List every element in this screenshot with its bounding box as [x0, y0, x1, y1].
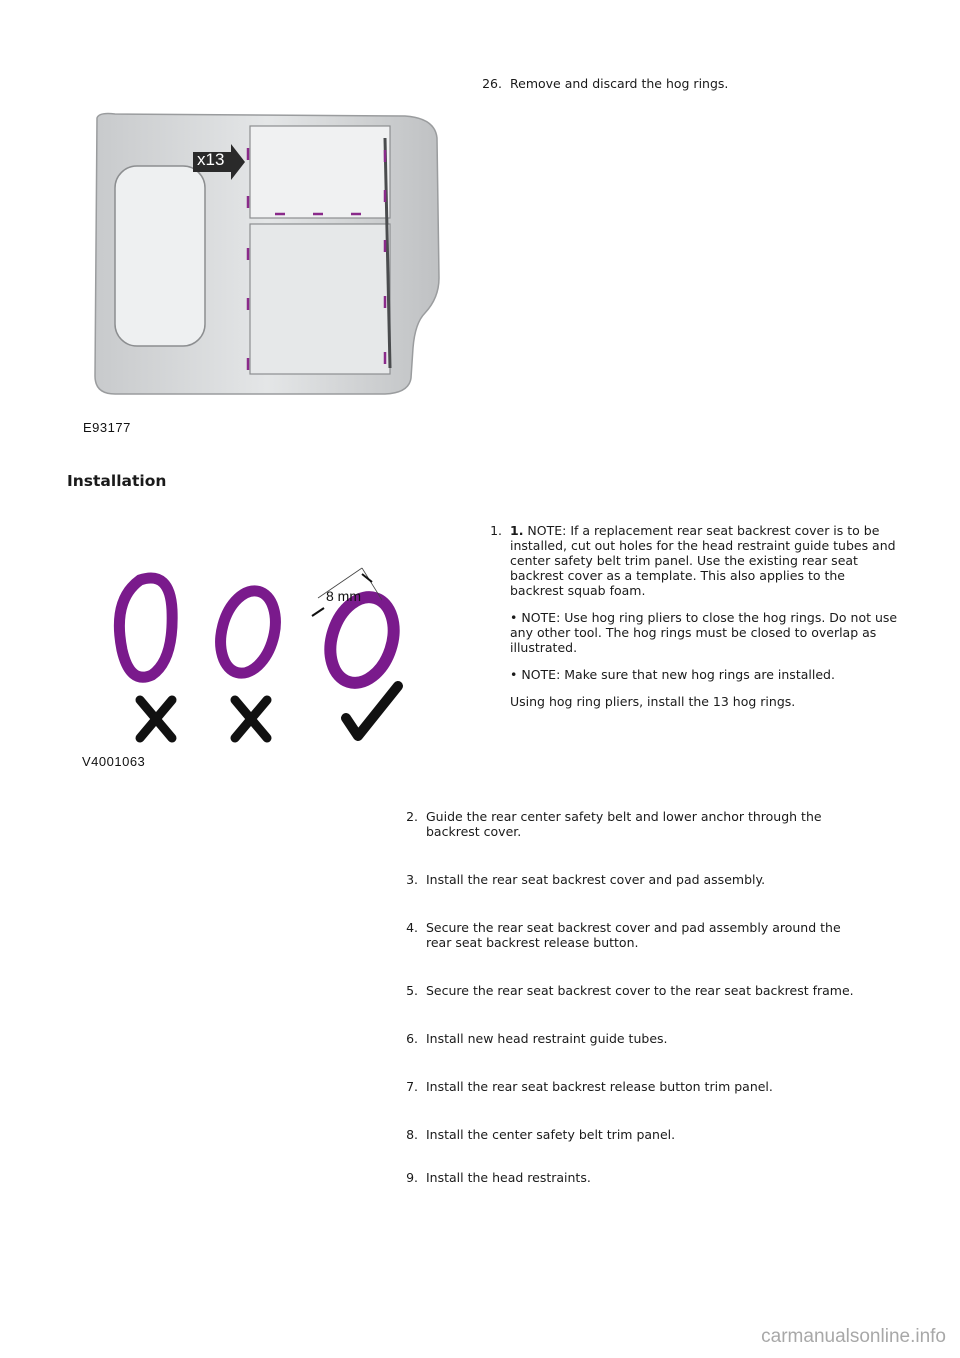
step-text: Secure the rear seat backrest cover and pad assembly around the rear seat backrest release button. — [426, 920, 841, 950]
step-number: 1. — [490, 523, 502, 538]
step-text: Install the head restraints. — [426, 1170, 591, 1185]
seat-backrest-illustration — [85, 108, 455, 398]
hog-ring-figure — [100, 560, 420, 750]
step-text: Install new head restraint guide tubes. — [426, 1031, 668, 1046]
step-number: 9. — [406, 1170, 418, 1185]
step-text: Install the center safety belt trim panel. — [426, 1127, 676, 1142]
figure-label: E93177 — [83, 420, 131, 435]
step-number: 4. — [406, 920, 418, 935]
figure-label: V4001063 — [82, 754, 146, 769]
step-text: Secure the rear seat backrest cover to the rear seat backrest frame. — [426, 983, 854, 998]
step-bold-prefix: 1. — [510, 523, 524, 538]
callout-count: x13 — [197, 150, 225, 169]
step-number: 7. — [406, 1079, 418, 1094]
step-number: 5. — [406, 983, 418, 998]
step-text: Remove and discard the hog rings. — [510, 76, 729, 91]
step-note: • NOTE: Make sure that new hog rings are installed. — [510, 667, 835, 682]
section-heading: Installation — [67, 472, 167, 490]
step-text: Guide the rear center safety belt and lower anchor through the backrest cover. — [426, 809, 822, 839]
step-number: 2. — [406, 809, 418, 824]
step-number: 3. — [406, 872, 418, 887]
step-note: • NOTE: Use hog ring pliers to close the hog rings. Do not use any other tool. The hog rings must be closed to overlap as illustrated. — [510, 610, 898, 655]
dimension-label: 8 mm — [326, 588, 361, 604]
watermark: carmanualsonline.info — [761, 1326, 946, 1347]
step-number: 26. — [482, 76, 502, 91]
step-action: Using hog ring pliers, install the 13 hog rings. — [510, 694, 796, 709]
step-text: Install the rear seat backrest release button trim panel. — [426, 1079, 773, 1094]
hog-ring-illustration — [100, 560, 420, 750]
step-text: Install the rear seat backrest cover and pad assembly. — [426, 872, 766, 887]
step-number: 6. — [406, 1031, 418, 1046]
seat-backrest-figure — [85, 108, 455, 398]
step-note: NOTE: If a replacement rear seat backrest cover is to be installed, cut out holes for the head restraint guide tubes and center safety belt trim panel. Use the existing rear seat backrest cover as a template. This also applies to the backrest squab foam. — [510, 523, 896, 598]
step-number: 8. — [406, 1127, 418, 1142]
